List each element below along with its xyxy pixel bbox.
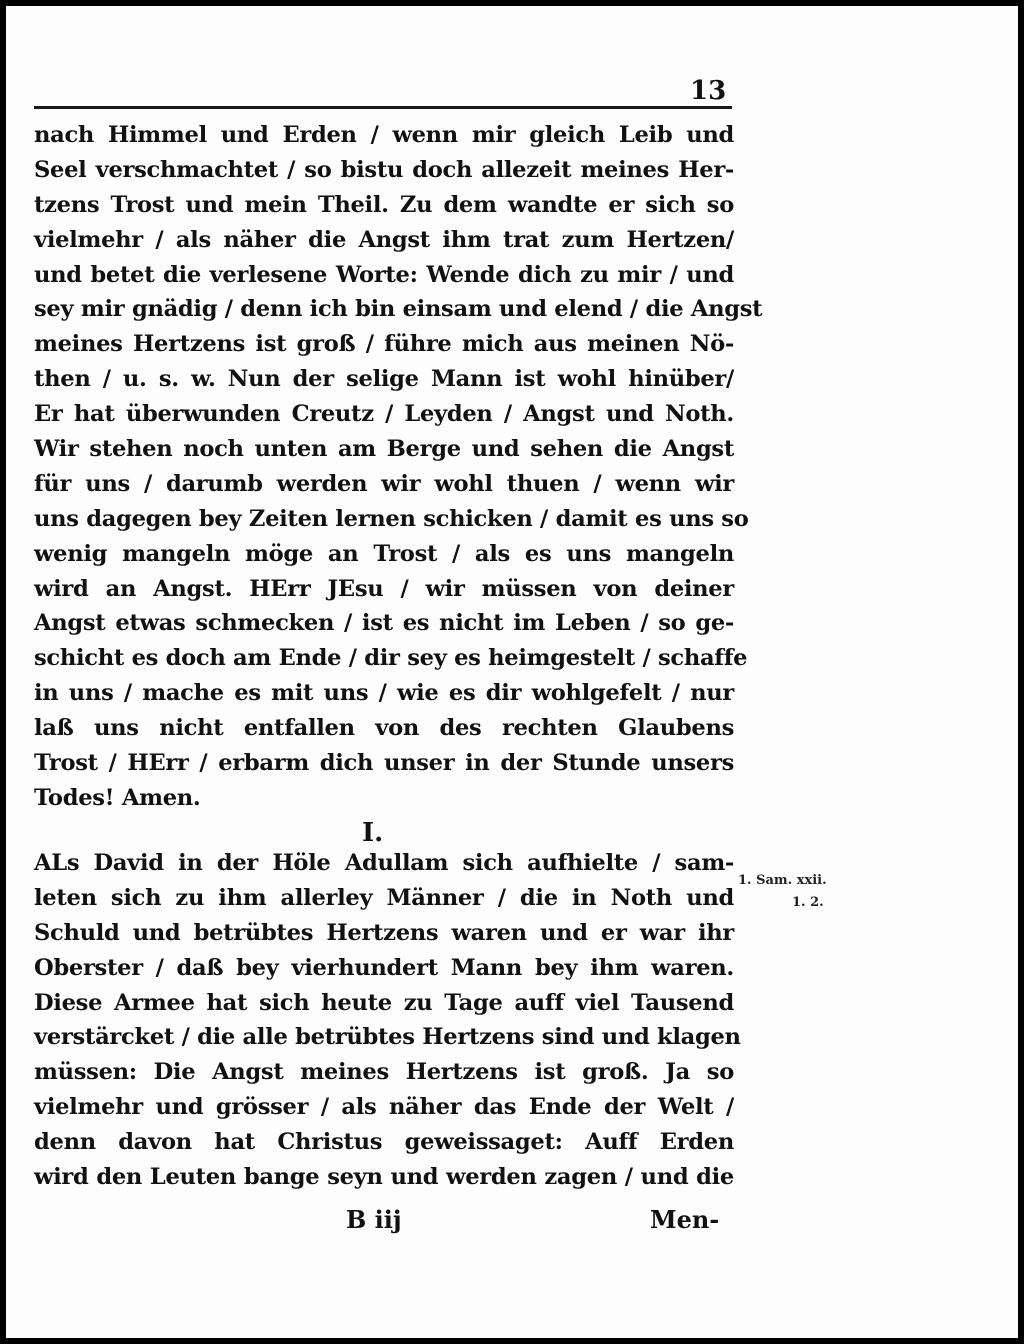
text-line: für uns / darumb werden wir wohl thuen / wenn wir (34, 470, 734, 497)
text-line: Diese Armee hat sich heute zu Tage auff viel Tausend (34, 989, 734, 1016)
text-line: wird den Leuten bange seyn und werden zagen / und die (34, 1164, 734, 1191)
text-line: Todes! Amen. (34, 784, 201, 811)
text-line: in uns / mache es mit uns / wie es dir wohlgefelt / nur (34, 680, 734, 707)
text-line: verstärcket / die alle betrübtes Hertzens sind und klagen (34, 1024, 741, 1051)
paragraph-1 (34, 118, 763, 816)
catchword: Men- (650, 1205, 720, 1234)
text-line: leten sich zu ihm allerley Männer / die in Noth und (34, 884, 734, 911)
text-line: denn davon hat Christus geweissaget: Auff Erden (34, 1129, 734, 1156)
text-line: ALs David in der Höle Adullam sich aufhielte / sam- (34, 850, 734, 876)
margin-note-reference (738, 870, 827, 914)
book-page (6, 6, 1018, 1338)
paragraph-2 (34, 846, 741, 1195)
section-number: I. (362, 818, 384, 848)
text-line: uns dagegen bey Zeiten lernen schicken / damit es uns so (34, 505, 749, 532)
text-line: Wir stehen noch unten am Berge und sehen die Angst (34, 436, 734, 463)
text-line: sey mir gnädig / denn ich bin einsam und elend / die Angst (34, 296, 763, 323)
text-line: meines Hertzens ist groß / führe mich aus meinen Nö- (34, 331, 734, 358)
text-line: vielmehr / als näher die Angst ihm trat zum Hertzen/ (34, 226, 734, 253)
margin-note-verse: 1. 2. (792, 895, 824, 910)
text-line: then / u. s. w. Nun der selige Mann ist wohl hinüber/ (34, 366, 734, 393)
margin-note-book: 1. Sam. xxii. (738, 873, 827, 888)
text-line: tzens Trost und mein Theil. Zu dem wandte er sich so (34, 191, 734, 218)
text-line: Schuld und betrübtes Hertzens waren und er war ihr (34, 919, 734, 946)
header-rule (34, 106, 732, 109)
text-line: wenig mangeln möge an Trost / als es uns mangeln (34, 540, 734, 567)
text-line: laß uns nicht entfallen von des rechten Glaubens (34, 715, 734, 742)
text-line: müssen: Die Angst meines Hertzens ist groß. Ja so (34, 1059, 734, 1086)
text-line: wird an Angst. HErr JEsu / wir müssen von deiner (34, 575, 734, 602)
page-number: 13 (690, 76, 727, 106)
text-line: Seel verschmachtet / so bistu doch allezeit meines Her- (34, 156, 734, 183)
text-line: nach Himmel und Erden / wenn mir gleich Leib und (34, 122, 734, 148)
text-line: Oberster / daß bey vierhundert Mann bey ihm waren. (34, 954, 734, 981)
text-line: Er hat überwunden Creutz / Leyden / Angst und Noth. (34, 401, 734, 428)
text-line: schicht es doch am Ende / dir sey es heimgestelt / schaffe (34, 645, 748, 672)
text-line: vielmehr und grösser / als näher das Ende der Welt / (34, 1094, 734, 1121)
text-line: Angst etwas schmecken / ist es nicht im Leben / so ge- (34, 610, 734, 637)
text-line: und betet die verlesene Worte: Wende dich zu mir / und (34, 261, 734, 288)
signature-mark: B iij (346, 1205, 402, 1234)
text-line: Trost / HErr / erbarm dich unser in der Stunde unsers (34, 750, 734, 777)
